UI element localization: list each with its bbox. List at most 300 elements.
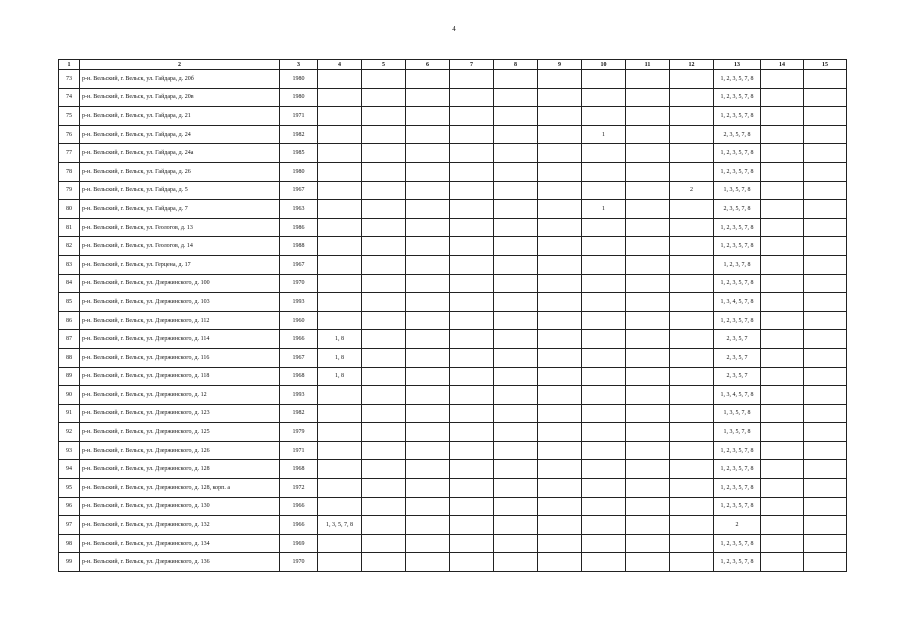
col7-cell	[450, 516, 494, 535]
col6-cell	[406, 460, 450, 479]
col7-cell	[450, 534, 494, 553]
col15-cell	[804, 460, 847, 479]
col4-cell: 1, 3, 5, 7, 8	[318, 516, 362, 535]
page-number: 4	[452, 25, 456, 33]
table-row	[59, 237, 847, 256]
col7-cell	[450, 479, 494, 498]
col4-cell: 1, 8	[318, 330, 362, 349]
col5-cell	[362, 144, 406, 163]
col7-cell	[450, 441, 494, 460]
col11-cell	[626, 107, 670, 126]
housing-register-table	[58, 59, 847, 572]
col6-cell	[406, 534, 450, 553]
col15-cell	[804, 107, 847, 126]
col4-cell	[318, 311, 362, 330]
col9-cell	[538, 200, 582, 219]
col10-cell	[582, 144, 626, 163]
year-cell: 1986	[280, 218, 318, 237]
table-row	[59, 404, 847, 423]
col5-cell	[362, 330, 406, 349]
col5-cell	[362, 274, 406, 293]
col6-cell	[406, 237, 450, 256]
col15-cell	[804, 516, 847, 535]
row-number-cell: 85	[59, 293, 80, 312]
address-cell: р-н. Вельский, г. Вельск, ул. Геологов, д. 13	[80, 218, 280, 237]
col5-cell	[362, 386, 406, 405]
col11-cell	[626, 70, 670, 89]
col14-cell	[761, 218, 804, 237]
col8-cell	[494, 311, 538, 330]
address-cell: р-н. Вельский, г. Вельск, ул. Дзержинского, д. 130	[80, 497, 280, 516]
col7-cell	[450, 460, 494, 479]
col6-cell	[406, 348, 450, 367]
year-cell: 1960	[280, 311, 318, 330]
table-row	[59, 367, 847, 386]
col5-cell	[362, 181, 406, 200]
row-number-cell: 90	[59, 386, 80, 405]
col12-cell	[670, 553, 714, 572]
col10-cell	[582, 237, 626, 256]
year-cell: 1972	[280, 479, 318, 498]
col13-cell: 1, 2, 3, 5, 7, 8	[714, 88, 761, 107]
col14-cell	[761, 404, 804, 423]
col10-cell	[582, 460, 626, 479]
col7-cell	[450, 311, 494, 330]
col15-cell	[804, 88, 847, 107]
col14-cell	[761, 181, 804, 200]
col5-cell	[362, 404, 406, 423]
year-cell: 1980	[280, 88, 318, 107]
row-number-cell: 97	[59, 516, 80, 535]
col6-cell	[406, 70, 450, 89]
address-cell: р-н. Вельский, г. Вельск, ул. Дзержинского, д. 123	[80, 404, 280, 423]
col13-cell: 2, 3, 5, 7	[714, 348, 761, 367]
col11-cell	[626, 237, 670, 256]
column-header-2: 2	[80, 60, 280, 70]
year-cell: 1971	[280, 107, 318, 126]
col7-cell	[450, 386, 494, 405]
col4-cell: 1, 8	[318, 348, 362, 367]
table-row	[59, 534, 847, 553]
col13-cell: 1, 2, 3, 5, 7, 8	[714, 441, 761, 460]
address-cell: р-н. Вельский, г. Вельск, ул. Дзержинского, д. 116	[80, 348, 280, 367]
col4-cell	[318, 162, 362, 181]
col9-cell	[538, 237, 582, 256]
col8-cell	[494, 534, 538, 553]
col13-cell: 1, 2, 3, 5, 7, 8	[714, 460, 761, 479]
col7-cell	[450, 497, 494, 516]
col12-cell	[670, 386, 714, 405]
row-number-cell: 76	[59, 125, 80, 144]
row-number-cell: 92	[59, 423, 80, 442]
col13-cell: 1, 2, 3, 5, 7, 8	[714, 70, 761, 89]
address-cell: р-н. Вельский, г. Вельск, ул. Гайдара, д. 24а	[80, 144, 280, 163]
address-cell: р-н. Вельский, г. Вельск, ул. Дзержинского, д. 134	[80, 534, 280, 553]
col4-cell	[318, 293, 362, 312]
table-row	[59, 70, 847, 89]
col4-cell	[318, 479, 362, 498]
row-number-cell: 77	[59, 144, 80, 163]
col6-cell	[406, 330, 450, 349]
col13-cell: 2, 3, 5, 7, 8	[714, 200, 761, 219]
col11-cell	[626, 144, 670, 163]
col10-cell	[582, 386, 626, 405]
table-row	[59, 441, 847, 460]
col15-cell	[804, 162, 847, 181]
col10-cell	[582, 423, 626, 442]
col15-cell	[804, 181, 847, 200]
column-header-13: 13	[714, 60, 761, 70]
col11-cell	[626, 534, 670, 553]
col12-cell	[670, 200, 714, 219]
col4-cell	[318, 107, 362, 126]
col15-cell	[804, 423, 847, 442]
col4-cell	[318, 181, 362, 200]
address-cell: р-н. Вельский, г. Вельск, ул. Герцена, д. 17	[80, 255, 280, 274]
col6-cell	[406, 88, 450, 107]
year-cell: 1982	[280, 404, 318, 423]
col8-cell	[494, 107, 538, 126]
table-row	[59, 107, 847, 126]
col5-cell	[362, 423, 406, 442]
col13-cell: 1, 2, 3, 5, 7, 8	[714, 534, 761, 553]
col4-cell	[318, 404, 362, 423]
col13-cell: 1, 2, 3, 5, 7, 8	[714, 311, 761, 330]
col4-cell	[318, 70, 362, 89]
col14-cell	[761, 553, 804, 572]
table-row	[59, 460, 847, 479]
year-cell: 1963	[280, 200, 318, 219]
col9-cell	[538, 125, 582, 144]
col14-cell	[761, 367, 804, 386]
col6-cell	[406, 423, 450, 442]
col5-cell	[362, 311, 406, 330]
row-number-cell: 86	[59, 311, 80, 330]
col15-cell	[804, 311, 847, 330]
col14-cell	[761, 237, 804, 256]
row-number-cell: 82	[59, 237, 80, 256]
col13-cell: 1, 2, 3, 5, 7, 8	[714, 274, 761, 293]
year-cell: 1982	[280, 125, 318, 144]
col11-cell	[626, 125, 670, 144]
col10-cell	[582, 330, 626, 349]
col5-cell	[362, 218, 406, 237]
col14-cell	[761, 162, 804, 181]
year-cell: 1966	[280, 516, 318, 535]
col10-cell	[582, 107, 626, 126]
col7-cell	[450, 88, 494, 107]
year-cell: 1979	[280, 423, 318, 442]
col13-cell: 1, 2, 3, 5, 7, 8	[714, 237, 761, 256]
col5-cell	[362, 200, 406, 219]
column-header-10: 10	[582, 60, 626, 70]
col12-cell	[670, 237, 714, 256]
col10-cell: 1	[582, 200, 626, 219]
col6-cell	[406, 125, 450, 144]
col15-cell	[804, 330, 847, 349]
col9-cell	[538, 88, 582, 107]
col5-cell	[362, 107, 406, 126]
table-row	[59, 181, 847, 200]
table-row	[59, 497, 847, 516]
address-cell: р-н. Вельский, г. Вельск, ул. Гайдара, д. 24	[80, 125, 280, 144]
col6-cell	[406, 553, 450, 572]
table-row	[59, 479, 847, 498]
col6-cell	[406, 404, 450, 423]
row-number-cell: 81	[59, 218, 80, 237]
col7-cell	[450, 553, 494, 572]
col7-cell	[450, 107, 494, 126]
col5-cell	[362, 237, 406, 256]
row-number-cell: 93	[59, 441, 80, 460]
row-number-cell: 94	[59, 460, 80, 479]
year-cell: 1969	[280, 534, 318, 553]
col10-cell	[582, 255, 626, 274]
col4-cell	[318, 255, 362, 274]
col12-cell	[670, 162, 714, 181]
table-body	[59, 70, 847, 572]
col9-cell	[538, 218, 582, 237]
col11-cell	[626, 404, 670, 423]
col11-cell	[626, 497, 670, 516]
col6-cell	[406, 479, 450, 498]
year-cell: 1970	[280, 553, 318, 572]
table-row	[59, 144, 847, 163]
col5-cell	[362, 162, 406, 181]
col15-cell	[804, 218, 847, 237]
column-header-5: 5	[362, 60, 406, 70]
col14-cell	[761, 70, 804, 89]
row-number-cell: 89	[59, 367, 80, 386]
row-number-cell: 88	[59, 348, 80, 367]
column-header-15: 15	[804, 60, 847, 70]
col13-cell: 1, 2, 3, 7, 8	[714, 255, 761, 274]
col12-cell	[670, 516, 714, 535]
col15-cell	[804, 144, 847, 163]
row-number-cell: 98	[59, 534, 80, 553]
col14-cell	[761, 386, 804, 405]
col12-cell	[670, 348, 714, 367]
row-number-cell: 79	[59, 181, 80, 200]
col11-cell	[626, 516, 670, 535]
col15-cell	[804, 534, 847, 553]
col14-cell	[761, 441, 804, 460]
col8-cell	[494, 441, 538, 460]
address-cell: р-н. Вельский, г. Вельск, ул. Гайдара, д. 20в	[80, 88, 280, 107]
address-cell: р-н. Вельский, г. Вельск, ул. Дзержинского, д. 128, корп. а	[80, 479, 280, 498]
col5-cell	[362, 255, 406, 274]
col9-cell	[538, 516, 582, 535]
table-row	[59, 293, 847, 312]
col10-cell	[582, 274, 626, 293]
address-cell: р-н. Вельский, г. Вельск, ул. Дзержинского, д. 126	[80, 441, 280, 460]
col5-cell	[362, 348, 406, 367]
col8-cell	[494, 125, 538, 144]
col10-cell	[582, 311, 626, 330]
col8-cell	[494, 348, 538, 367]
col14-cell	[761, 255, 804, 274]
col12-cell: 2	[670, 181, 714, 200]
col5-cell	[362, 441, 406, 460]
column-header-9: 9	[538, 60, 582, 70]
row-number-cell: 78	[59, 162, 80, 181]
col12-cell	[670, 293, 714, 312]
col11-cell	[626, 162, 670, 181]
col8-cell	[494, 386, 538, 405]
col6-cell	[406, 516, 450, 535]
col11-cell	[626, 441, 670, 460]
col14-cell	[761, 460, 804, 479]
col5-cell	[362, 293, 406, 312]
col12-cell	[670, 88, 714, 107]
row-number-cell: 99	[59, 553, 80, 572]
col7-cell	[450, 367, 494, 386]
col5-cell	[362, 125, 406, 144]
col4-cell	[318, 125, 362, 144]
col11-cell	[626, 330, 670, 349]
col11-cell	[626, 423, 670, 442]
col4-cell	[318, 200, 362, 219]
address-cell: р-н. Вельский, г. Вельск, ул. Дзержинского, д. 103	[80, 293, 280, 312]
col9-cell	[538, 293, 582, 312]
col12-cell	[670, 534, 714, 553]
col5-cell	[362, 553, 406, 572]
col8-cell	[494, 144, 538, 163]
col7-cell	[450, 70, 494, 89]
col14-cell	[761, 107, 804, 126]
table-row	[59, 162, 847, 181]
col4-cell	[318, 534, 362, 553]
col4-cell	[318, 88, 362, 107]
year-cell: 1966	[280, 330, 318, 349]
col11-cell	[626, 218, 670, 237]
col9-cell	[538, 330, 582, 349]
col15-cell	[804, 441, 847, 460]
col14-cell	[761, 423, 804, 442]
col15-cell	[804, 70, 847, 89]
col7-cell	[450, 181, 494, 200]
col15-cell	[804, 404, 847, 423]
address-cell: р-н. Вельский, г. Вельск, ул. Гайдара, д. 26	[80, 162, 280, 181]
col7-cell	[450, 274, 494, 293]
col8-cell	[494, 70, 538, 89]
col11-cell	[626, 553, 670, 572]
year-cell: 1988	[280, 237, 318, 256]
col14-cell	[761, 348, 804, 367]
address-cell: р-н. Вельский, г. Вельск, ул. Дзержинского, д. 136	[80, 553, 280, 572]
col9-cell	[538, 553, 582, 572]
col5-cell	[362, 479, 406, 498]
col7-cell	[450, 218, 494, 237]
year-cell: 1967	[280, 348, 318, 367]
col5-cell	[362, 460, 406, 479]
col8-cell	[494, 404, 538, 423]
col4-cell	[318, 237, 362, 256]
col14-cell	[761, 311, 804, 330]
col13-cell: 1, 2, 3, 5, 7, 8	[714, 497, 761, 516]
col8-cell	[494, 162, 538, 181]
col10-cell	[582, 441, 626, 460]
col9-cell	[538, 70, 582, 89]
col8-cell	[494, 553, 538, 572]
col9-cell	[538, 534, 582, 553]
col11-cell	[626, 460, 670, 479]
col11-cell	[626, 293, 670, 312]
col7-cell	[450, 348, 494, 367]
row-number-cell: 87	[59, 330, 80, 349]
col9-cell	[538, 255, 582, 274]
col5-cell	[362, 534, 406, 553]
column-header-1: 1	[59, 60, 80, 70]
table-row	[59, 516, 847, 535]
address-cell: р-н. Вельский, г. Вельск, ул. Гайдара, д. 7	[80, 200, 280, 219]
col5-cell	[362, 367, 406, 386]
col13-cell: 1, 3, 4, 5, 7, 8	[714, 293, 761, 312]
col6-cell	[406, 255, 450, 274]
table-row	[59, 330, 847, 349]
col6-cell	[406, 386, 450, 405]
row-number-cell: 83	[59, 255, 80, 274]
year-cell: 1993	[280, 386, 318, 405]
address-cell: р-н. Вельский, г. Вельск, ул. Дзержинского, д. 114	[80, 330, 280, 349]
year-cell: 1968	[280, 460, 318, 479]
col6-cell	[406, 293, 450, 312]
col11-cell	[626, 88, 670, 107]
col7-cell	[450, 162, 494, 181]
col11-cell	[626, 348, 670, 367]
col10-cell	[582, 479, 626, 498]
col8-cell	[494, 88, 538, 107]
col13-cell: 1, 2, 3, 5, 7, 8	[714, 553, 761, 572]
col10-cell	[582, 516, 626, 535]
col6-cell	[406, 441, 450, 460]
col10-cell	[582, 534, 626, 553]
col14-cell	[761, 125, 804, 144]
col14-cell	[761, 479, 804, 498]
col9-cell	[538, 441, 582, 460]
address-cell: р-н. Вельский, г. Вельск, ул. Гайдара, д. 5	[80, 181, 280, 200]
table-row	[59, 255, 847, 274]
col13-cell: 2, 3, 5, 7, 8	[714, 125, 761, 144]
col12-cell	[670, 144, 714, 163]
col12-cell	[670, 274, 714, 293]
col10-cell	[582, 70, 626, 89]
col6-cell	[406, 218, 450, 237]
col10-cell	[582, 293, 626, 312]
col12-cell	[670, 70, 714, 89]
year-cell: 1967	[280, 181, 318, 200]
col5-cell	[362, 516, 406, 535]
column-header-6: 6	[406, 60, 450, 70]
col6-cell	[406, 181, 450, 200]
col11-cell	[626, 479, 670, 498]
col9-cell	[538, 311, 582, 330]
column-header-11: 11	[626, 60, 670, 70]
col6-cell	[406, 497, 450, 516]
column-header-14: 14	[761, 60, 804, 70]
address-cell: р-н. Вельский, г. Вельск, ул. Дзержинского, д. 118	[80, 367, 280, 386]
col11-cell	[626, 367, 670, 386]
col6-cell	[406, 200, 450, 219]
col7-cell	[450, 125, 494, 144]
table-row	[59, 274, 847, 293]
col13-cell: 1, 2, 3, 5, 7, 8	[714, 479, 761, 498]
table-row	[59, 348, 847, 367]
col8-cell	[494, 200, 538, 219]
col10-cell	[582, 553, 626, 572]
col15-cell	[804, 237, 847, 256]
col9-cell	[538, 460, 582, 479]
